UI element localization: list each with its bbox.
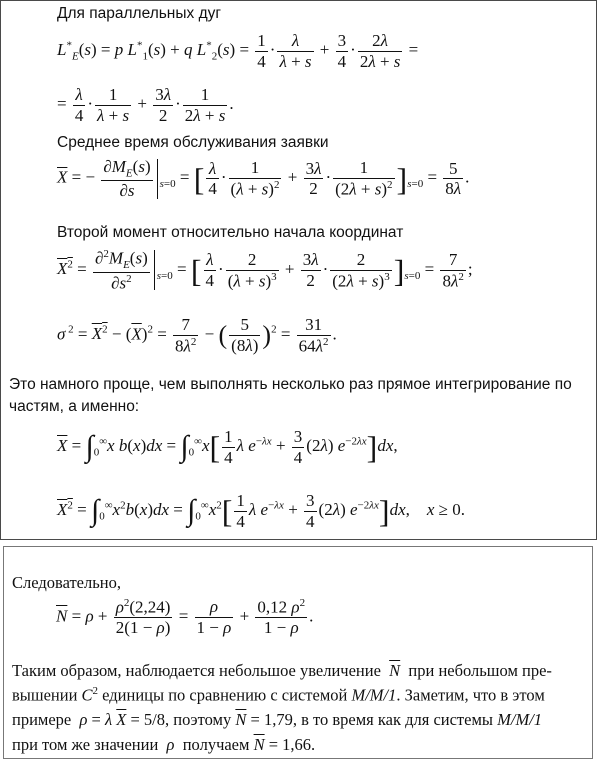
formula-mean-integral: $\overline{X} = \int_0^\infty x$ $b(x)dx = \int_0^\infty x$[ $\frac{1}{4}$ λ $e^{-\lambda x}$ + $\frac{3}{4}$ (2λ) $e^{-2\lambda x}]dx$,	[57, 427, 398, 467]
formula-panel-bottom	[3, 546, 593, 759]
rho-value: 5/8	[143, 710, 166, 729]
paragraph-line1: Таким образом, наблюдается небольшое увеличение $\overline{N}$ при небольшом пре-	[12, 661, 552, 680]
heading-second-moment: Второй момент относительно начала координат	[57, 224, 404, 241]
paragraph-line4: при том же значении ρ получаем $\overline{N} = 1,66$.	[12, 735, 316, 754]
heading-parallel-arcs: Для параллельных дуг	[57, 5, 222, 22]
paragraph-line2-b: единицы по сравнению с системой	[102, 685, 348, 705]
heading-mean-service-time: Среднее время обслуживания заявки	[57, 134, 329, 151]
n-bar-value-1: 1,79	[263, 710, 293, 729]
paragraph-line3-b: , поэтому	[165, 710, 232, 729]
formula-mean-x: $\overline{X}$ = − $\frac{\partial M_E(s)}{\partial s}$ $_{s=0}$ = [ $\frac{\lambda}{4}$ · $\frac{1}{(\lambda + s)^2}$ + $\frac{3\lambda}{2}$ · $\frac{1}{(2\lambda + s)^2}$ ]$_{s=0}$ = $\frac{5}{8\lambda}$ .	[57, 157, 470, 201]
formula-second-moment-integral: $X^2 = \int_0^\infty x^2b(x)dx = \int_0^\infty x^2$[ $\frac{1}{4}$ λ $e^{-\lambda x}$ + $\frac{3}{4}$ (2λ) $e^{-2\lambda x}]dx$, x ≥ 0.	[57, 491, 466, 531]
paragraph-line4-a: при том же значении	[12, 735, 159, 754]
paragraph-line1-a: Таким образом, наблюдается небольшое увеличение	[12, 661, 381, 680]
formula-n-bar: $\overline{N} = \rho$ + $\frac{\rho^2(2,24)}{2(1 - \rho)}$ = $\frac{\rho}{1 - \rho}$ + $\frac{0,12 \rho^2}{1 - \rho}$ .	[56, 597, 314, 638]
paragraph-line2-d: . Заметим, что в этом	[396, 685, 545, 705]
n-bar-value-2: 1,66	[282, 735, 312, 754]
system-mm1-label: M/M/1	[351, 685, 397, 705]
formula-second-moment: $X^2$ = $\frac{\partial^2M_E(s)}{\partial s^2}$ $_{s=0}$ = [ $\frac{\lambda}{4}$ · $\frac{2}{(\lambda + s)^3}$ + $\frac{3\lambda}{2}$ · $\frac{2}{(2\lambda + s)^3}$ ]$_{s=0}$ = $\frac{7}{8\lambda^2}$ ;	[57, 248, 473, 293]
paragraph-line3-a: примере	[12, 710, 72, 729]
paragraph-line2: вышении $C^2$ единицы по сравнению с системой M/M/1. Заметим, что в этом	[12, 685, 545, 705]
formula-variance: σ $^2 = X^2 - (\overline{X})^2$ = $\frac{7}{8\lambda^2}$ − ( $\frac{5}{(8\lambda)}$ )$^2$ = $\frac{31}{64\lambda^2}$ .	[57, 315, 337, 356]
formula-laplace-transform: $L^*_E(s) = p$ $L^*_1(s) + q$ $L^*_2(s)$ = $\frac{1}{4}$ · $\frac{\lambda}{\lambda + s}$ + $\frac{3}{4}$ · $\frac{2\lambda}{2\lambda + s}$ =	[57, 31, 419, 71]
paragraph-simpler-line1: Это намного проще, чем выполнять несколько раз прямое интегрирование по	[9, 376, 572, 393]
paragraph-line3-c: , в то время как для системы	[292, 710, 493, 729]
paragraph-line2-a: вышении	[12, 685, 78, 705]
formula-laplace-simplified: = $\frac{\lambda}{4}$ · $\frac{1}{\lambda + s}$ + $\frac{3\lambda}{2}$ · $\frac{1}{2\lambda + s}$ .	[57, 85, 234, 125]
heading-therefore: Следовательно,	[12, 573, 121, 592]
paragraph-line1-b: при небольшом пре-	[408, 661, 552, 680]
paragraph-line3: примере ρ = λ $\overline{X} = 5/8$, поэтому $\overline{N} = 1,79$, в то время как для системы M/M/1	[12, 710, 543, 729]
system-mm1-label-2: M/M/1	[497, 710, 543, 729]
paragraph-simpler-line2: частям, а именно:	[9, 398, 140, 415]
paragraph-line4-b: получаем	[182, 735, 250, 754]
